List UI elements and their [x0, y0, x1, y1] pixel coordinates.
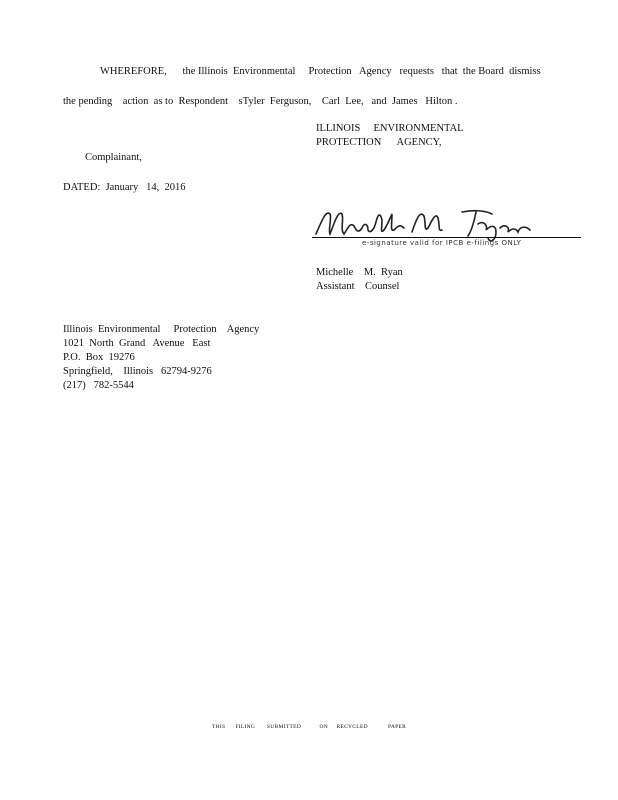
date-line: DATED: January 14, 2016	[63, 182, 186, 193]
signature-line	[312, 237, 581, 238]
address-line-3: P.O. Box 19276	[63, 352, 135, 363]
agency-line-2: PROTECTION AGENCY,	[316, 137, 442, 148]
body-line-2: the pending action as to Respondent sTyler Ferguson, Carl Lee, and James Hilton .	[63, 96, 458, 107]
footer-note: THIS FILING SUBMITTED ON RECYCLED PAPER	[211, 724, 407, 730]
signature-note: e-signature valid for IPCB e-filings ONLY	[362, 239, 522, 247]
address-line-5: (217) 782-5544	[63, 380, 134, 391]
address-line-1: Illinois Environmental Protection Agency	[63, 324, 260, 335]
signer-name: Michelle M. Ryan	[316, 267, 403, 278]
agency-line-1: ILLINOIS ENVIRONMENTAL	[316, 123, 464, 134]
body-line-1: WHEREFORE, the Illinois Environmental Protection Agency requests that the Board dismiss	[100, 66, 541, 77]
complainant-label: Complainant,	[85, 152, 142, 163]
signer-title: Assistant Counsel	[316, 281, 400, 292]
address-line-2: 1021 North Grand Avenue East	[63, 338, 211, 349]
address-line-4: Springfield, Illinois 62794-9276	[63, 366, 212, 377]
